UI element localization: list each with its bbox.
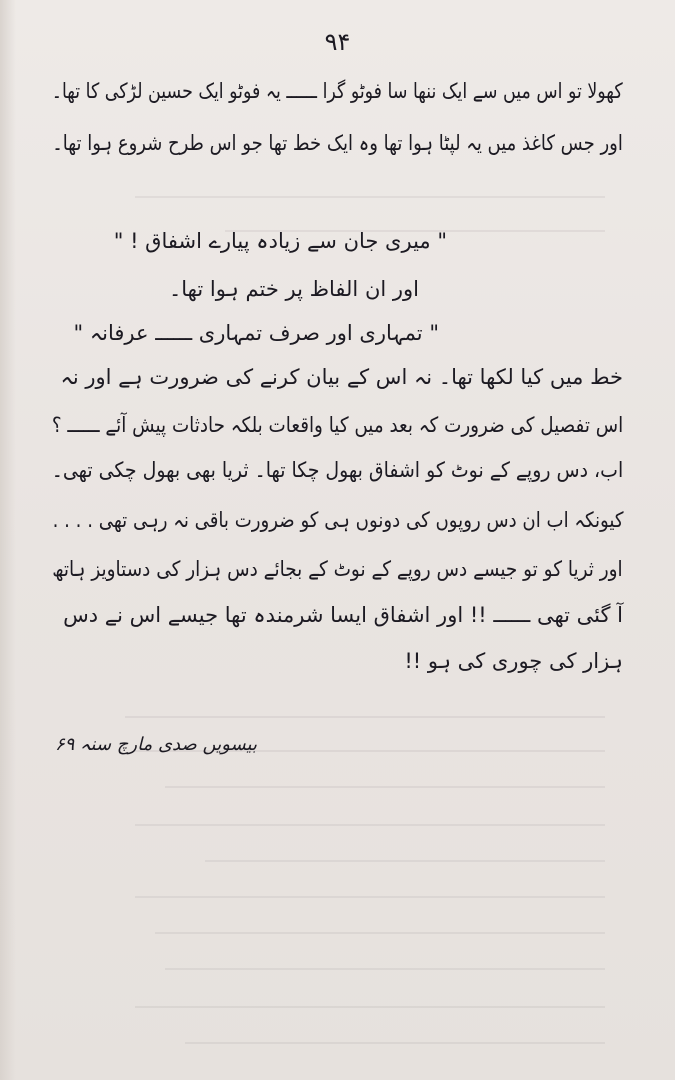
text-line: اس تفصیل کی ضرورت کہ بعد میں کیا واقعات بلکہ حادثات پیش آئے ــــــ ؟ [51,413,623,437]
text-line: اور جس کاغذ میں یہ لپٹا ہوا تھا وہ ایک خط تھا جو اس طرح شروع ہوا تھا۔ [52,131,623,155]
text-line: کھولا تو اس میں سے ایک ننھا سا فوٹو گرا ــــــ یہ فوٹو ایک حسین لڑکی کا تھا۔ [52,79,623,103]
letter-closing: " تمہاری اور صرف تمہاری ــــــ عرفانہ " [73,321,439,345]
show-through-line [125,716,605,718]
show-through-line [165,786,605,788]
text-line: کیونکہ اب ان دس روپوں کی دونوں ہی کو ضرورت باقی نہ رہی تھی . . . . [52,508,623,532]
show-through-line [135,196,605,198]
show-through-line [135,1006,605,1008]
source-signature: بیسویں صدی مارچ سنہ ۶۹ [54,734,257,755]
show-through-line [155,932,605,934]
text-line: خط میں کیا لکھا تھا۔ نہ اس کے بیان کرنے کی ضرورت ہے اور نہ [60,365,623,389]
text-line: اب، دس روپے کے نوٹ کو اشفاق بھول چکا تھا۔ ثریا بھی بھول چکی تھی۔ [51,458,623,482]
show-through-line [135,824,605,826]
letter-salutation: " میری جان سے زیادہ پیارے اشفاق ! " [113,229,447,253]
show-through-line [165,968,605,970]
text-line: اور ثریا کو تو جیسے دس روپے کے نوٹ کے بجائے دس ہزار کی دستاویز ہاتھ [52,557,623,581]
show-through-line [135,896,605,898]
page-number: ۹۴ [324,28,351,56]
show-through-line [205,860,605,862]
show-through-line [185,1042,605,1044]
page-edge-shadow [0,0,16,1080]
text-line: ہزار کی چوری کی ہو !! [404,649,623,673]
letter-transition: اور ان الفاظ پر ختم ہوا تھا۔ [168,277,419,301]
text-line: آ گئی تھی ــــــ !! اور اشفاق ایسا شرمندہ تھا جیسے اس نے دس [63,603,623,627]
